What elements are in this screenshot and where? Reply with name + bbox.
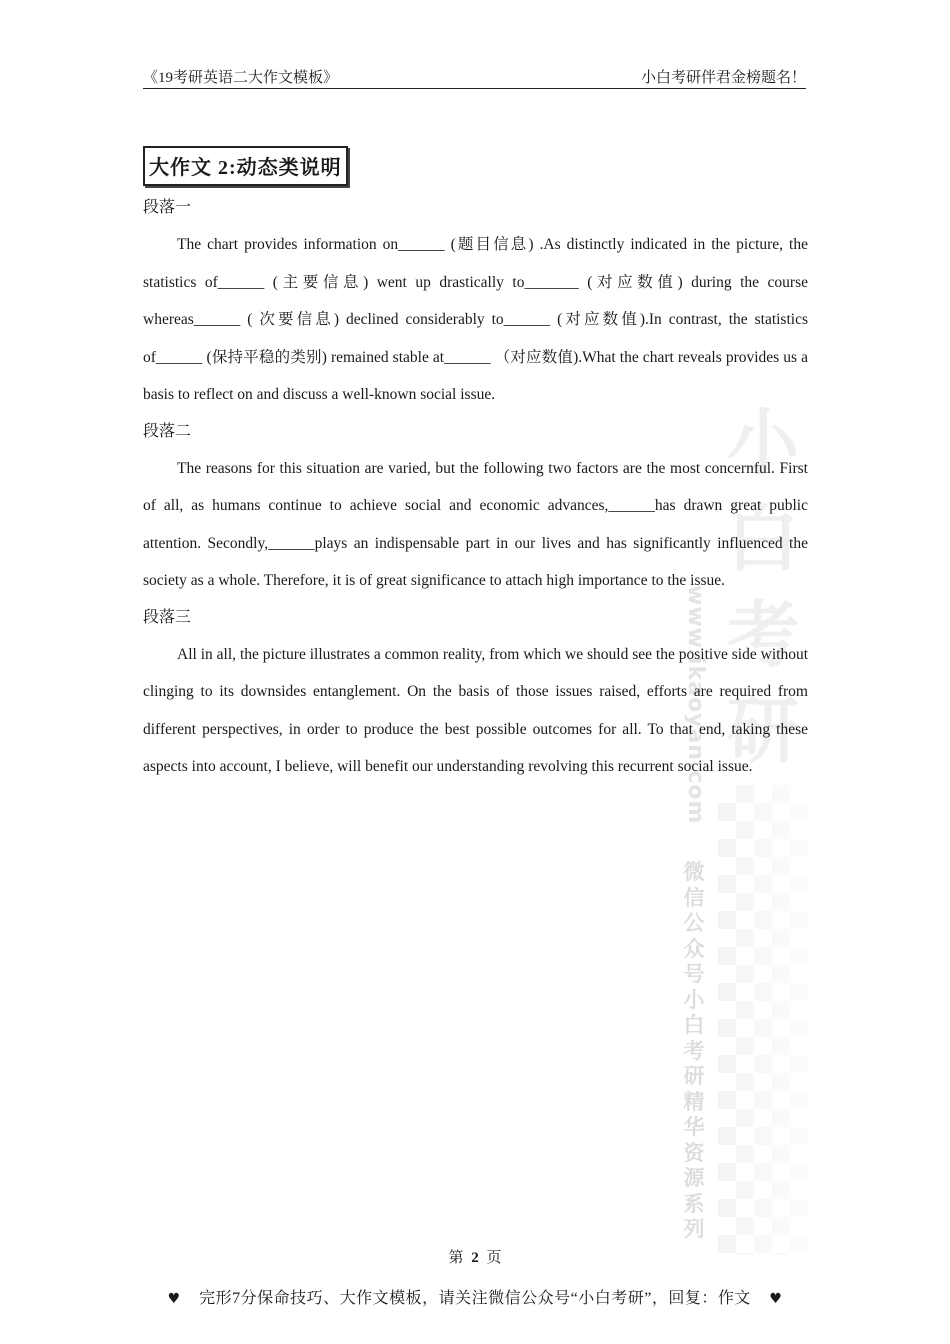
page-number-prefix: 第 [448,1250,464,1266]
watermark-brand: 小白考研 [726,401,799,773]
heart-icon: ♥ [167,1291,181,1307]
page-number-suffix: 页 [486,1250,502,1266]
watermark-url: www.ikaoyan.com [683,585,708,825]
page-footer [0,1285,950,1308]
paragraph-3: All in all, the picture illustrates a common reality, from which we should see the positive side without clinging to its downsides entanglement. On the basis of those issues raised, efforts are required from different perspectives, in order to produce the best possible outcomes for all. To that end, taking these aspects into account, I believe, will benefit our understanding revolving this recurrent social issue. [143,645,808,775]
essay-content [143,190,808,786]
essay-title: 大作文 2:动态类说明 [143,146,348,186]
section-label-3: 段落三 [143,608,192,626]
header-document-title: 《19考研英语二大作文模板》 [143,70,339,86]
header-slogan: 小白考研伴君金榜题名！ [640,70,806,86]
page-header [143,66,806,89]
paragraph-1: The chart provides information on______ (题目信息) .As distinctly indicated in the picture, the statistics of______ (主要信息) went up drastically to_______ (对应数值) during the course whereas______ ( 次要信息) declined considerably to______ (对应数值).In contrast, the statistics of______ (保持平稳的类别) remained stable at______ （对应数值).What the chart reveals provides us a basis to reflect on and discuss a well-known social issue. [143,236,808,403]
section-label-2: 段落二 [143,422,192,440]
section-label-1: 段落一 [143,199,192,216]
heart-icon: ♥ [769,1291,783,1307]
page-number [0,1246,950,1267]
footer-text: 完形7分保命技巧、大作文模板，请关注微信公众号“小白考研”，回复：作文 [199,1290,751,1307]
watermark-vertical-text: 微信公众号 小白考研 精华资源系列 [683,860,705,1241]
page-number-value: 2 [471,1250,479,1266]
paragraph-2: The reasons for this situation are varied, but the following two factors are the most concernful. First of all, as humans continue to achieve social and economic advances,______has drawn great public attention. Secondly,______plays an indispensable part in our lives and has significantly influenced the society as a whole. Therefore, it is of great significance to attach high importance to the issue. [143,459,808,589]
watermark-checker-pattern [718,785,808,1255]
